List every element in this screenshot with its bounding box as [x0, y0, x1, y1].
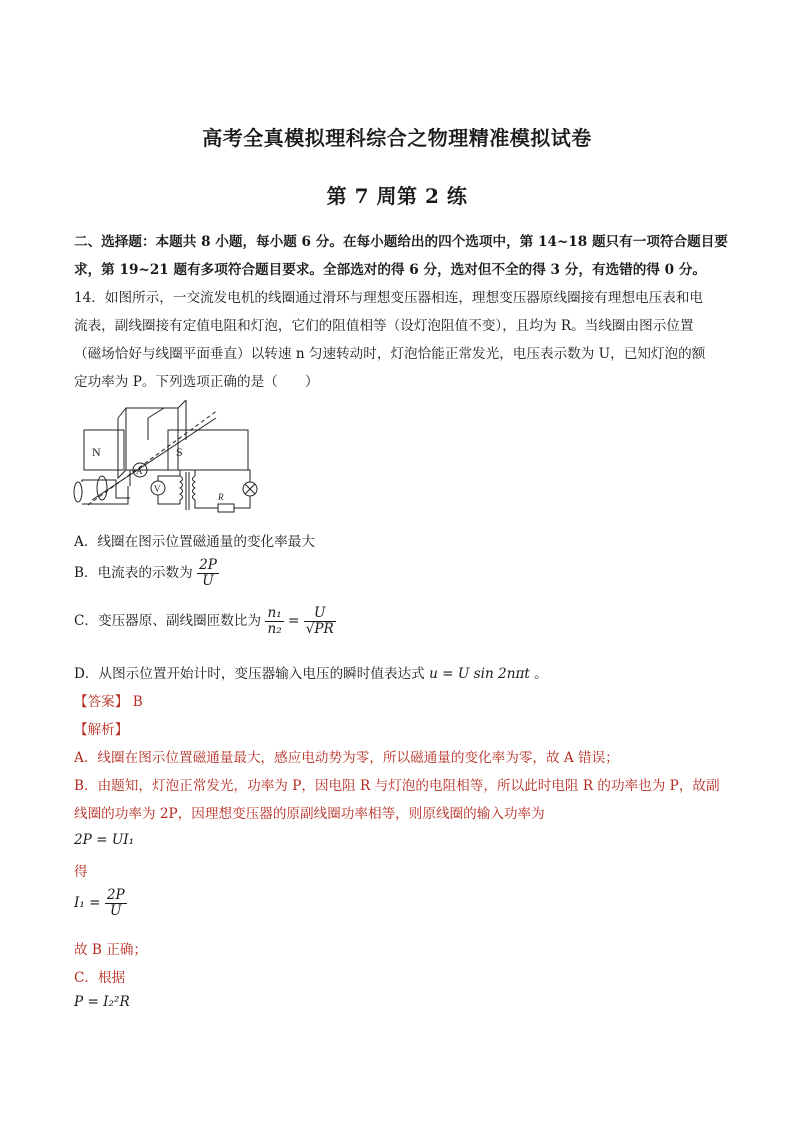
- page-title: 高考全真模拟理科综合之物理精准模拟试卷: [202, 126, 592, 150]
- instructions-line-1: 二、选择题：本题共 8 小题，每小题 6 分。在每小题给出的四个选项中，第 14~18 题只有一项符合题目要: [74, 234, 728, 250]
- equation-2-numerator: 2P: [106, 887, 125, 903]
- option-d-text: D．从图示位置开始计时，变压器输入电压的瞬时值表达式: [74, 666, 425, 682]
- option-b-fraction: [197, 558, 219, 589]
- label-s: S: [176, 445, 183, 459]
- option-b-numerator: 2P: [199, 557, 217, 573]
- analysis-a: A．线圈在图示位置磁通量最大，感应电动势为零，所以磁通量的变化率为零，故 A 错误；: [74, 750, 619, 766]
- analysis-label: 【解析】: [74, 722, 129, 738]
- question-line-2: 流表，副线圈接有定值电阻和灯泡，它们的阻值相等（设灯泡阻值不变），且均为 R。当线圈由图示位置: [74, 318, 694, 334]
- equation-2-lhs: I₁ =: [74, 894, 101, 911]
- equation-2-denominator: U: [110, 902, 122, 919]
- answer: [74, 690, 143, 710]
- option-c-ratio: [265, 606, 283, 637]
- rotation-axis: [88, 410, 218, 505]
- option-c: [74, 606, 336, 637]
- equation-1: 2P = UI₁: [74, 832, 135, 848]
- label-r: R: [218, 492, 224, 502]
- question-line-1: 14．如图所示，一交流发电机的线圈通过滑环与理想变压器相连，理想变压器原线圈接有理想电压表和电: [74, 290, 704, 306]
- equation-2-fraction: [105, 888, 127, 919]
- option-b-denominator: U: [202, 572, 214, 589]
- analysis-b-line-2: 线圈的功率为 2P，因理想变压器的原副线圈功率相等，则原线圈的输入功率为: [74, 806, 545, 822]
- option-c-text: C．变压器原、副线圈匝数比为: [74, 612, 262, 629]
- question-line-3: （磁场恰好与线圈平面垂直）以转速 n 匀速转动时，灯泡恰能正常发光，电压表示数为 U，已知灯泡的额: [74, 346, 706, 362]
- label-v: V: [154, 484, 161, 494]
- analysis-de: 得: [74, 864, 88, 880]
- instructions-line-2: 求，第 19~21 题有多项符合题目要求。全部选对的得 6 分，选对但不全的得 3 分，有选错的得 0 分。: [74, 262, 707, 278]
- option-d: [74, 662, 548, 682]
- option-c-equals: =: [288, 612, 300, 629]
- option-c-ratio-num: n₁: [267, 605, 282, 621]
- page-subtitle: 第 7 周第 2 练: [326, 184, 468, 208]
- equation-2: [74, 888, 127, 919]
- analysis-b-conclusion: 故 B 正确；: [74, 942, 148, 958]
- option-d-end: 。: [534, 666, 548, 682]
- transformer-secondary: [193, 476, 196, 504]
- option-b: [74, 558, 219, 589]
- question-line-4: 定功率为 P。下列选项正确的是（ ）: [74, 374, 319, 390]
- option-b-text: B．电流表的示数为: [74, 564, 193, 581]
- resistor: [218, 504, 234, 512]
- option-c-ratio-den: n₂: [267, 620, 282, 637]
- analysis-c: C．根据: [74, 970, 126, 986]
- generator-circuit-figure: [68, 400, 268, 515]
- option-c-value: [304, 606, 336, 637]
- equation-3: P = I₂²R: [74, 994, 130, 1010]
- answer-label: 【答案】: [74, 694, 129, 710]
- analysis-b-line-1: B．由题知，灯泡正常发光，功率为 P，因电阻 R 与灯泡的电阻相等，所以此时电阻 R 的功率也为 P，故副: [74, 778, 720, 794]
- option-c-value-num: U: [304, 606, 336, 622]
- answer-value: B: [132, 694, 143, 710]
- option-a: A．线圈在图示位置磁通量的变化率最大: [74, 534, 315, 550]
- transformer-primary: [180, 476, 183, 504]
- option-d-expression: u = U sin 2nπt: [429, 666, 530, 682]
- option-c-value-den: √PR: [305, 620, 334, 637]
- label-n: N: [92, 445, 101, 459]
- label-a: A: [136, 466, 143, 476]
